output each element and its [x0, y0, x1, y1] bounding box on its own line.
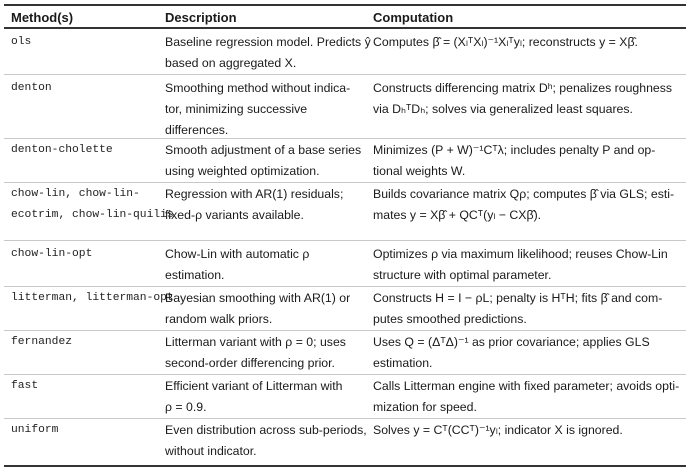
table-row-denton-cholette-method: denton-cholette	[11, 144, 113, 156]
row-divider	[4, 240, 686, 241]
header-rule	[4, 27, 686, 29]
table-row-litterman-computation: Constructs H = I − ρL; penalty is HᵀH; fits β̂ and com- putes smoothed predictions.	[373, 291, 663, 326]
table-row-uniform-computation: Solves y = Cᵀ(CCᵀ)⁻¹yₗ; indicator X is ignored.	[373, 423, 623, 437]
table-row-denton-description: Smoothing method without indica- tor, minimizing successive differences.	[165, 81, 351, 137]
table-row-denton-cholette-computation: Minimizes (P + W)⁻¹Cᵀλ; includes penalty P and op- tional weights W.	[373, 143, 656, 178]
table-bottom-rule	[4, 465, 686, 467]
table-row-fast-description: Efficient variant of Litterman with ρ = 0.9.	[165, 379, 343, 414]
row-divider	[4, 74, 686, 75]
row-divider	[4, 330, 686, 331]
table-row-chow-lin-computation: Builds covariance matrix Qρ; computes β̂ via GLS; esti- mates y = Xβ̂ + QCᵀ(yₗ − CXβ̂).	[373, 187, 675, 222]
row-divider	[4, 182, 686, 183]
row-divider	[4, 138, 686, 139]
table-row-chow-lin-opt-computation: Optimizes ρ via maximum likelihood; reuses Chow-Lin structure with optimal parameter.	[373, 247, 668, 282]
table-row-fernandez-method: fernandez	[11, 336, 73, 348]
header-methods: Method(s)	[11, 10, 74, 25]
table-row-fernandez-description: Litterman variant with ρ = 0; uses second-order differencing prior.	[165, 335, 346, 370]
table-row-litterman-description: Bayesian smoothing with AR(1) or random walk priors.	[165, 291, 351, 326]
header-computation: Computation	[373, 10, 454, 25]
table-row-denton-computation: Constructs differencing matrix Dʰ; penalizes roughness via DₕᵀDₕ; solves via generalized least squares.	[373, 81, 673, 116]
table-row-chow-lin-description: Regression with AR(1) residuals; fixed-ρ variants available.	[165, 187, 344, 222]
table-top-rule	[4, 4, 686, 6]
table-row-litterman-method: litterman, litterman-opt	[11, 292, 174, 304]
table-row-chow-lin-opt-method: chow-lin-opt	[11, 248, 93, 260]
row-divider	[4, 286, 686, 287]
table-row-uniform-method: uniform	[11, 424, 59, 436]
table-row-fernandez-computation: Uses Q = (ΔᵀΔ)⁻¹ as prior covariance; applies GLS estimation.	[373, 335, 650, 370]
table-row-chow-lin-opt-description: Chow-Lin with automatic ρ estimation.	[165, 247, 310, 282]
table-row-fast-computation: Calls Litterman engine with fixed parameter; avoids opti- mization for speed.	[373, 379, 680, 414]
table-row-denton-method: denton	[11, 82, 52, 94]
table-row-ols-computation: Computes β̂ = (XₗᵀXₗ)⁻¹Xₗᵀyₗ; reconstructs y = Xβ̂.	[373, 35, 638, 49]
row-divider	[4, 418, 686, 419]
table-row-ols-description: Baseline regression model. Predicts ŷ based on aggregated X.	[165, 35, 371, 70]
row-divider	[4, 374, 686, 375]
table-row-fast-method: fast	[11, 380, 39, 392]
table-row-ols-method: ols	[11, 36, 32, 48]
table-row-denton-cholette-description: Smooth adjustment of a base series using weighted optimization.	[165, 143, 362, 178]
header-description: Description	[165, 10, 237, 25]
table-row-chow-lin-method: chow-lin, chow-lin- ecotrim, chow-lin-quilis	[11, 188, 174, 221]
table-row-uniform-description: Even distribution across sub-periods, without indicator.	[165, 423, 367, 458]
